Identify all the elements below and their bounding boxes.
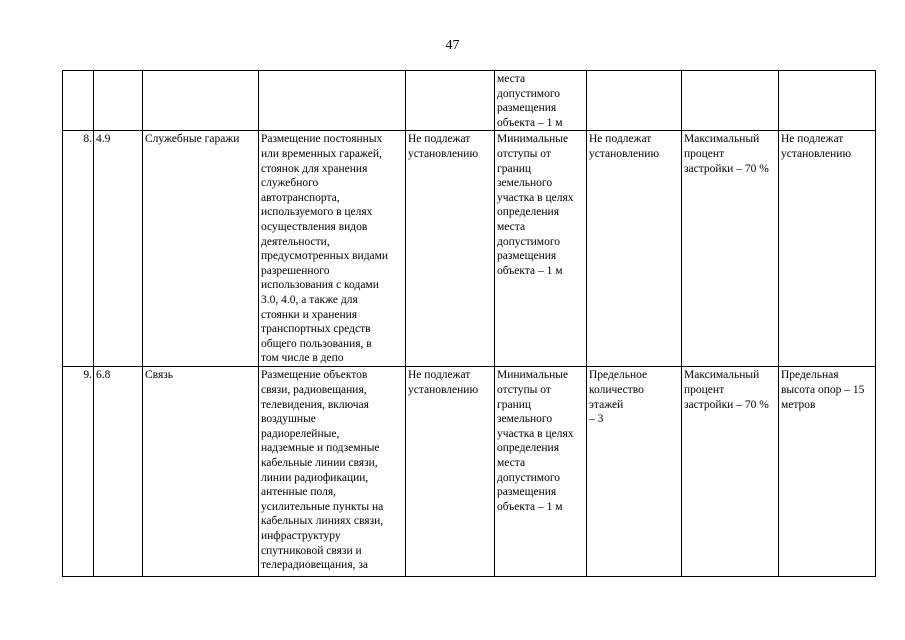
cell-row-number-text: 9. — [83, 369, 92, 382]
cell-coverage-text: Максимальный процент застройки – 70 % — [684, 133, 769, 175]
cell-setbacks — [495, 367, 587, 577]
table-row — [63, 71, 876, 131]
cell-row-number-text: 8. — [83, 133, 92, 146]
cell-use-description-text: Размещение постоянных или временных гаражей, стоянок для хранения служебного автотранспорта, используемого в целях осуществления видов деятельности, предусмотренных видами разрешенного использования с кодами 3.0, 4.0, а также для стоянки и хранения транспортных средств общего пользования, в том числе в депо — [261, 133, 389, 365]
cell-use-name-text: Связь — [145, 369, 174, 382]
cell-setbacks-text: Минимальные отступы от границ земельного участка в целях определения места допустимого размещения объекта – 1 м — [497, 133, 574, 277]
cell-other-limits — [779, 367, 876, 577]
cell-row-number — [63, 131, 94, 367]
cell-floors — [587, 367, 682, 577]
cell-use-description-text: Размещение объектов связи, радиовещания, телевидения, включая воздушные радиорелейные, надземные и подземные кабельные линии связи, линии радиофикации, антенные поля, усилительные пункты на кабельных линиях связи, инфраструктуру спутниковой связи и телерадиовещания, за — [261, 369, 384, 572]
cell-setbacks-text: места допустимого размещения объекта – 1 м — [497, 73, 563, 129]
cell-setbacks — [495, 131, 587, 367]
cell-use-description — [259, 131, 406, 367]
cell-use-code-text: 4.9 — [96, 133, 111, 146]
table-row — [63, 367, 876, 577]
cell-floors — [587, 71, 682, 131]
cell-use-name — [143, 71, 259, 131]
cell-other-limits-text: Предельная высота опор – 15 метров — [781, 369, 865, 411]
cell-coverage-text: Максимальный процент застройки – 70 % — [684, 369, 769, 411]
cell-row-number — [63, 71, 94, 131]
cell-other-limits — [779, 131, 876, 367]
cell-coverage — [682, 131, 779, 367]
cell-setbacks-text: Минимальные отступы от границ земельного участка в целях определения места допустимого размещения объекта – 1 м — [497, 369, 574, 513]
table-row — [63, 131, 876, 367]
cell-plot-size-params-text: Не подлежат установлению — [408, 133, 479, 160]
cell-floors-text: Не подлежат установлению — [589, 133, 660, 160]
cell-other-limits — [779, 71, 876, 131]
cell-use-name-text: Служебные гаражи — [145, 133, 240, 146]
cell-setbacks — [495, 71, 587, 131]
page-number: 47 — [445, 38, 460, 53]
cell-floors-text: Предельное количество этажей – 3 — [589, 369, 648, 426]
cell-coverage — [682, 71, 779, 131]
cell-use-code — [94, 71, 143, 131]
cell-plot-size-params-text: Не подлежат установлению — [408, 369, 479, 396]
cell-use-code — [94, 131, 143, 367]
cell-use-name — [143, 367, 259, 577]
zoning-regulations-table — [62, 70, 876, 577]
cell-plot-size-params — [406, 131, 495, 367]
cell-plot-size-params — [406, 71, 495, 131]
cell-row-number — [63, 367, 94, 577]
cell-use-name — [143, 131, 259, 367]
cell-use-code-text: 6.8 — [96, 369, 111, 382]
cell-use-description — [259, 367, 406, 577]
cell-floors — [587, 131, 682, 367]
cell-coverage — [682, 367, 779, 577]
table-body — [63, 71, 876, 577]
cell-use-description — [259, 71, 406, 131]
cell-use-code — [94, 367, 143, 577]
cell-plot-size-params — [406, 367, 495, 577]
cell-other-limits-text: Не подлежат установлению — [781, 133, 852, 160]
